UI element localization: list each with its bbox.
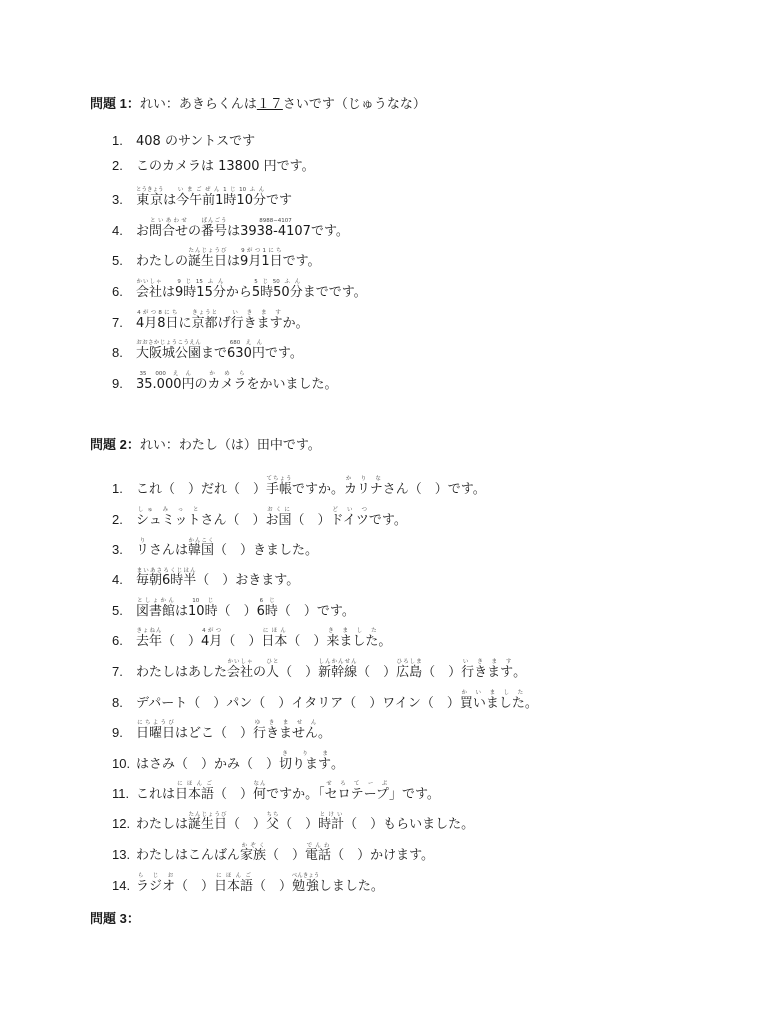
sentence-fragment: はどこ（ ） xyxy=(175,726,254,741)
sentence-fragment: （ ）もらいました。 xyxy=(344,817,475,832)
furigana-word: 韓国かんこく xyxy=(188,538,215,558)
furigana-word: 3938-41078988−4107 xyxy=(240,218,311,239)
sentence-fragment: です。 xyxy=(368,513,407,528)
furigana-word: 日本語にほんご xyxy=(214,873,254,894)
sentence-fragment: は xyxy=(162,285,176,300)
sentence-fragment: （ ）おきます。 xyxy=(196,573,300,588)
q2-item-number: 7. xyxy=(112,664,123,679)
sentence-fragment: （ ） xyxy=(253,879,293,894)
q1-item xyxy=(112,248,752,271)
sentence-fragment: わたしはあした xyxy=(136,665,228,680)
sentence-fragment: デパート（ ）パン（ ）イタリア（ ）ワイン（ ） xyxy=(136,696,460,711)
furigana-reading: か め ら xyxy=(207,371,247,377)
sentence-fragment: （ ） xyxy=(279,817,319,832)
q1-item-text xyxy=(136,340,303,363)
q2-item-text xyxy=(136,781,440,804)
q2-item-number: 1. xyxy=(112,481,123,496)
sentence-fragment: ですか。 xyxy=(292,482,345,497)
sentence-fragment: です。 xyxy=(310,224,349,239)
sentence-fragment: （ ） xyxy=(214,787,254,802)
furigana-reading: か り な xyxy=(344,476,383,482)
q1-item xyxy=(112,157,752,176)
furigana-word: 広島ひろしま xyxy=(396,659,423,680)
furigana-reading: 35 000えん xyxy=(136,371,195,377)
furigana-word: カリナか り な xyxy=(344,476,383,497)
furigana-reading: 680えん xyxy=(227,340,265,346)
furigana-word: 手帳てちょう xyxy=(266,476,293,497)
furigana-reading: まいあさろくじはん xyxy=(136,568,197,574)
furigana-word: 誕生日たんじょうび xyxy=(188,248,228,269)
q2-item xyxy=(112,781,752,804)
furigana-word: 去年きょねん xyxy=(136,628,163,649)
furigana-reading: ら じ お xyxy=(136,873,175,879)
furigana-reading: しんかんせん xyxy=(318,659,358,665)
q1-item xyxy=(112,340,752,363)
furigana-word: 行きますい き ま す xyxy=(230,310,283,331)
furigana-reading: しゅ み っ と xyxy=(136,507,201,513)
furigana-word: 行きますい き ま す xyxy=(461,659,514,680)
q2-item-number: 9. xyxy=(112,725,123,740)
furigana-reading: にほんご xyxy=(175,781,215,787)
q2-example: れい：わたし（は）田中です。 xyxy=(139,438,321,453)
furigana-reading: ばんごう xyxy=(201,218,228,224)
q1-item-text xyxy=(136,279,367,302)
furigana-word: 誕生日たんじょうび xyxy=(188,812,228,832)
furigana-reading: おおさかじょうこうえん xyxy=(136,340,202,346)
sentence-fragment: 408 のサントスです xyxy=(136,134,256,149)
q1-item-number: 2. xyxy=(112,158,123,173)
sentence-fragment: げ xyxy=(217,316,231,331)
sentence-fragment: （ ） xyxy=(357,665,397,680)
q1-item-text xyxy=(136,218,349,241)
q2-item-number: 4. xyxy=(112,572,123,587)
sentence-fragment: です xyxy=(265,193,292,208)
furigana-reading: としょかん xyxy=(136,598,175,604)
furigana-reading: ひろしま xyxy=(396,659,423,665)
furigana-reading: 8988−4107 xyxy=(240,218,311,224)
sentence-fragment: しました。 xyxy=(318,879,384,894)
q2-item-number: 5. xyxy=(112,603,123,618)
furigana-word: 電話でんわ xyxy=(305,843,332,863)
sentence-fragment: （ ） xyxy=(162,634,202,649)
furigana-reading: といあわせ xyxy=(149,218,189,224)
furigana-word: 父ちち xyxy=(266,812,280,832)
sentence-fragment: の xyxy=(194,377,208,392)
sentence-fragment: さん（ ）です。 xyxy=(382,482,486,497)
furigana-reading: とけい xyxy=(318,812,345,818)
furigana-word: 番号ばんごう xyxy=(201,218,228,239)
q1-item-number: 4. xyxy=(112,223,123,238)
sentence-fragment: 。 xyxy=(318,726,332,741)
sentence-fragment: は xyxy=(227,254,241,269)
q2-item-number: 12. xyxy=(112,816,131,831)
sentence-fragment: （ ） xyxy=(279,665,319,680)
furigana-reading: ど い つ xyxy=(330,507,369,513)
furigana-reading: いまごぜん1じ10ふん xyxy=(176,187,266,193)
sentence-fragment: （ ） xyxy=(227,817,267,832)
q2-item-number: 11. xyxy=(112,786,130,801)
furigana-word: お国おくに xyxy=(265,507,292,528)
q2-item-text xyxy=(136,538,318,560)
furigana-reading: い き ま す xyxy=(230,310,283,316)
sentence-fragment: （ ） xyxy=(222,634,262,649)
q2-item xyxy=(112,598,752,621)
q2-item xyxy=(112,751,752,774)
q1-item-number: 5. xyxy=(112,253,123,268)
furigana-word: シュミットしゅ み っ と xyxy=(136,507,201,528)
furigana-reading: にちようび xyxy=(136,720,175,726)
q1-item-text xyxy=(136,133,255,151)
furigana-word: 今午前1時10分いまごぜん1じ10ふん xyxy=(176,187,266,208)
q2-item-number: 3. xyxy=(112,542,123,557)
furigana-reading: ひと xyxy=(266,659,280,665)
q2-item-text xyxy=(136,751,344,774)
q1-item-number: 8. xyxy=(112,345,123,360)
q2-item xyxy=(112,659,752,682)
furigana-reading: かいしゃ xyxy=(227,659,254,665)
furigana-word: カメラか め ら xyxy=(207,371,247,392)
q1-item xyxy=(112,218,752,241)
sentence-fragment: （ ） xyxy=(291,513,331,528)
sentence-fragment: （ ） xyxy=(422,665,462,680)
q2-item xyxy=(112,507,752,530)
sentence-fragment: さんは xyxy=(149,543,189,558)
q1-item-text xyxy=(136,248,321,271)
q2-item-text xyxy=(136,720,331,743)
q2-item xyxy=(112,690,752,713)
furigana-word: 630円680えん xyxy=(227,340,265,361)
sentence-fragment: このカメラは 13800 円です。 xyxy=(136,159,315,174)
sentence-fragment: 。 xyxy=(331,757,345,772)
furigana-reading: き ま し た xyxy=(326,628,379,634)
q2-item-text xyxy=(136,843,434,865)
q2-item-number: 14. xyxy=(112,878,131,893)
furigana-word: 何なん xyxy=(253,781,267,802)
sentence-fragment: お xyxy=(136,224,150,239)
sentence-fragment: か。 xyxy=(282,316,309,331)
furigana-word: 買いましたか い ま し た xyxy=(459,690,525,711)
q2-item-text xyxy=(136,690,538,713)
q2-item-number: 6. xyxy=(112,633,123,648)
q2-item-text xyxy=(136,507,407,530)
q1-item-text xyxy=(136,158,315,176)
sentence-fragment: （ ）きました。 xyxy=(214,543,319,558)
furigana-word: 勉強べんきょう xyxy=(291,873,320,894)
q2-item-text xyxy=(136,476,486,499)
q2-item xyxy=(112,538,752,560)
furigana-reading: にほん xyxy=(261,628,288,634)
furigana-reading: 10じ xyxy=(188,598,218,604)
sentence-fragment: はさみ（ ）かみ（ ） xyxy=(136,757,280,772)
furigana-reading: きょねん xyxy=(136,628,163,634)
q1-item-text xyxy=(136,371,338,394)
furigana-reading: か い ま し た xyxy=(459,690,525,696)
sentence-fragment: （ ） xyxy=(287,634,327,649)
q1-item xyxy=(112,310,752,333)
q2-item-number: 2. xyxy=(112,512,123,527)
furigana-word: 4月4がつ xyxy=(201,628,223,649)
furigana-word: 東京とうきょう xyxy=(136,187,164,208)
furigana-word: 日曜日にちようび xyxy=(136,720,176,741)
q2-item xyxy=(112,720,752,743)
furigana-reading: たんじょうび xyxy=(188,248,228,254)
q1-example-age: １７ xyxy=(256,97,283,112)
sentence-fragment: まで xyxy=(201,346,228,361)
furigana-word: リり xyxy=(136,538,150,558)
q2-item-text xyxy=(136,628,391,651)
furigana-word: 4月8日4がつ8にち xyxy=(136,310,179,331)
furigana-reading: 4がつ8にち xyxy=(136,310,179,316)
furigana-word: 大阪城公園おおさかじょうこうえん xyxy=(136,340,202,361)
furigana-word: セロテープせ ろ て ー ぷ xyxy=(324,781,389,802)
furigana-reading: べんきょう xyxy=(291,873,320,879)
sentence-fragment: は xyxy=(163,193,177,208)
q1-item xyxy=(112,187,752,210)
q2-item-text xyxy=(136,812,474,834)
sentence-fragment: 。 xyxy=(524,696,538,711)
furigana-reading: にほんご xyxy=(214,873,254,879)
furigana-reading: 6じ xyxy=(256,598,278,604)
furigana-word: 会社かいしゃ xyxy=(227,659,254,680)
furigana-reading: 9がつ1にち xyxy=(240,248,283,254)
q2-item xyxy=(112,628,752,651)
furigana-word: 6時6じ xyxy=(256,598,278,619)
furigana-word: 問合せといあわせ xyxy=(149,218,189,239)
sentence-fragment: （ ）です。 xyxy=(277,604,355,619)
furigana-reading: き り ま xyxy=(279,751,332,757)
sentence-fragment: わたしは xyxy=(136,817,189,832)
q1-item xyxy=(112,279,752,302)
q2-label: 問題 2： xyxy=(90,437,140,452)
furigana-word: 35.000円35 000えん xyxy=(136,371,195,392)
q1-item-number: 9. xyxy=(112,376,123,391)
sentence-fragment: です。 xyxy=(264,346,303,361)
sentence-fragment: までです。 xyxy=(302,285,367,300)
sentence-fragment: の xyxy=(188,224,202,239)
furigana-reading: り xyxy=(136,538,150,544)
q1-item-number: 3. xyxy=(112,192,123,207)
furigana-word: ラジオら じ お xyxy=(136,873,176,894)
q2-item-text xyxy=(136,873,384,896)
furigana-reading: ちち xyxy=(266,812,280,818)
sentence-fragment: に xyxy=(178,316,192,331)
furigana-reading: てちょう xyxy=(266,476,293,482)
furigana-reading: おくに xyxy=(265,507,292,513)
q2-item xyxy=(112,843,752,865)
q2-item-text xyxy=(136,659,526,682)
q1-item xyxy=(112,371,752,394)
q1-item xyxy=(112,132,752,151)
sentence-fragment: （ ） xyxy=(266,848,306,863)
sentence-fragment: （ ） xyxy=(217,604,257,619)
q1-heading xyxy=(90,95,426,114)
sentence-fragment: わたしはこんばん xyxy=(136,848,241,863)
sentence-fragment: 。 xyxy=(378,634,392,649)
furigana-word: 行きませんゆ き ま せ ん xyxy=(253,720,319,741)
furigana-word: ドイツど い つ xyxy=(330,507,369,528)
furigana-reading: い き ま す xyxy=(461,659,514,665)
furigana-reading: かぞく xyxy=(240,843,267,849)
sentence-fragment: これは xyxy=(136,787,176,802)
q2-item xyxy=(112,568,752,590)
furigana-reading: たんじょうび xyxy=(188,812,228,818)
furigana-word: 5時50分5じ50ふん xyxy=(251,279,303,300)
q1-item-number: 6. xyxy=(112,284,123,299)
q1-example-prefix: れい：あきらくんは xyxy=(139,97,257,112)
furigana-word: 時計とけい xyxy=(318,812,345,832)
sentence-fragment: から xyxy=(225,285,252,300)
q2-item-text xyxy=(136,568,299,590)
furigana-word: 来ましたき ま し た xyxy=(326,628,379,649)
sentence-fragment: さん（ ） xyxy=(200,513,266,528)
q2-item-number: 10. xyxy=(112,756,131,771)
sentence-fragment: （ ） xyxy=(175,879,215,894)
q3-label: 問題 3： xyxy=(90,911,140,926)
q2-item xyxy=(112,476,752,499)
furigana-reading: かんこく xyxy=(188,538,215,544)
furigana-word: 切りますき り ま xyxy=(279,751,332,772)
furigana-reading: かいしゃ xyxy=(136,279,163,285)
q1-item-text xyxy=(136,310,309,333)
furigana-word: 京都きょうと xyxy=(191,310,218,331)
furigana-word: 人ひと xyxy=(266,659,280,680)
furigana-word: 日本にほん xyxy=(261,628,288,649)
q1-item-number: 1. xyxy=(112,133,123,148)
furigana-word: 日本語にほんご xyxy=(175,781,215,802)
q2-item-number: 8. xyxy=(112,695,123,710)
q3-heading xyxy=(90,910,140,929)
q2-item xyxy=(112,812,752,834)
sentence-fragment: の xyxy=(253,665,267,680)
sentence-fragment: です。 xyxy=(282,254,321,269)
q1-item-text xyxy=(136,187,292,210)
furigana-reading: 5じ50ふん xyxy=(251,279,303,285)
furigana-word: 10時10じ xyxy=(188,598,218,619)
sentence-fragment: （ ）かけます。 xyxy=(331,848,435,863)
furigana-reading: きょうと xyxy=(191,310,218,316)
furigana-reading: 4がつ xyxy=(201,628,223,634)
q2-heading xyxy=(90,436,321,455)
q2-item-text xyxy=(136,598,355,621)
furigana-reading: とうきょう xyxy=(136,187,164,193)
q1-item-number: 7. xyxy=(112,315,123,330)
sentence-fragment: ですか。「 xyxy=(266,787,325,802)
q1-label: 問題 1： xyxy=(90,96,140,111)
furigana-reading: 9じ15ふん xyxy=(175,279,226,285)
sentence-fragment: これ（ ）だれ（ ） xyxy=(136,482,267,497)
furigana-word: 9時15分9じ15ふん xyxy=(175,279,226,300)
sentence-fragment: をかいました。 xyxy=(246,377,338,392)
furigana-word: 毎朝6時半まいあさろくじはん xyxy=(136,568,197,588)
furigana-word: 9月1日9がつ1にち xyxy=(240,248,283,269)
furigana-reading: なん xyxy=(253,781,267,787)
furigana-word: 図書館としょかん xyxy=(136,598,176,619)
sentence-fragment: わたしの xyxy=(136,254,189,269)
furigana-reading: せ ろ て ー ぷ xyxy=(324,781,389,787)
q1-example-suffix: さいです（じゅうなな） xyxy=(282,97,426,112)
furigana-reading: でんわ xyxy=(305,843,332,849)
furigana-word: 家族かぞく xyxy=(240,843,267,863)
q2-item xyxy=(112,873,752,896)
sentence-fragment: 」です。 xyxy=(388,787,440,802)
furigana-word: 会社かいしゃ xyxy=(136,279,163,300)
sentence-fragment: は xyxy=(227,224,241,239)
q2-item-number: 13. xyxy=(112,847,131,862)
furigana-reading: ゆ き ま せ ん xyxy=(253,720,319,726)
furigana-word: 新幹線しんかんせん xyxy=(318,659,358,680)
sentence-fragment: 。 xyxy=(513,665,527,680)
sentence-fragment: は xyxy=(175,604,189,619)
